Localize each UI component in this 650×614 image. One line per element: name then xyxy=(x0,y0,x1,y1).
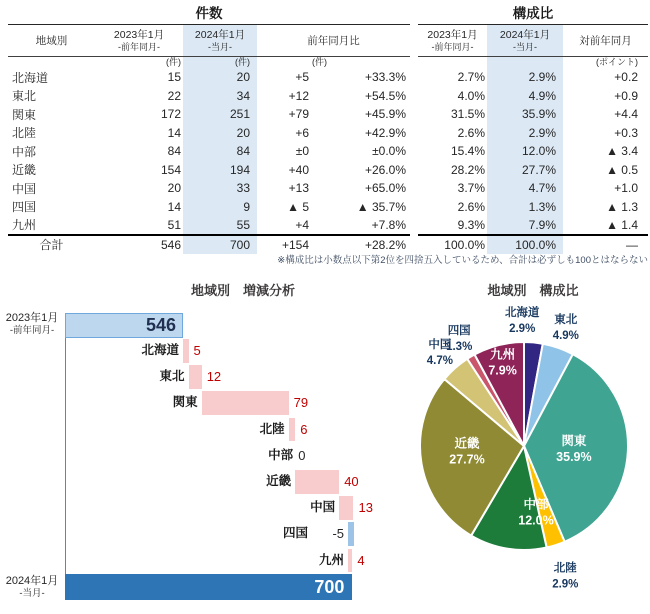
waterfall-step-value: 79 xyxy=(293,395,309,411)
cell-point: +1.0 xyxy=(614,181,638,196)
waterfall-title: 地域別 増減分析 xyxy=(190,283,295,298)
cell-region: 近畿 xyxy=(12,163,37,178)
cell-pct: ±0.0% xyxy=(372,144,406,159)
table-row xyxy=(418,68,648,87)
pie-slice-value: 4.7% xyxy=(426,355,454,367)
table-row xyxy=(418,179,648,198)
unit-label: (件) xyxy=(166,57,181,67)
unit-label: (ポイント) xyxy=(596,57,638,67)
table-row xyxy=(418,216,648,235)
pie-slice-label: 中部 xyxy=(523,497,549,512)
total-label: 合計 xyxy=(8,235,95,254)
waterfall-step-value: 6 xyxy=(300,421,308,437)
table-row xyxy=(8,124,410,143)
waterfall-step-value: 40 xyxy=(344,474,359,489)
counts-table-title: 件数 xyxy=(195,6,223,21)
cell-ratio-2023: 31.5% xyxy=(450,107,485,122)
cell-diff: +13 xyxy=(288,181,309,196)
waterfall-step-bar xyxy=(289,418,296,442)
cell-2024: 9 xyxy=(183,198,257,217)
waterfall-step-value: -5 xyxy=(332,526,344,542)
cell-pct: +33.3% xyxy=(364,70,406,85)
cell-diff: +79 xyxy=(288,107,309,122)
table-row xyxy=(8,68,410,87)
cell-2023: 14 xyxy=(167,199,181,214)
waterfall-step-label: 近畿 xyxy=(266,474,292,488)
cell-ratio-2024: 2.9% xyxy=(487,68,563,87)
waterfall-step-label: 北海道 xyxy=(141,343,179,357)
col-header-2023: 2023年1月 -前年同月- xyxy=(95,25,183,57)
table-row xyxy=(418,142,648,161)
pie-slice-value: 4.9% xyxy=(552,330,579,343)
pie-slice-label: 関東 xyxy=(561,434,587,449)
cell-2024: 20 xyxy=(183,68,257,87)
pie-slice-label: 四国 xyxy=(447,324,471,337)
cell-ratio-2024: 35.9% xyxy=(487,105,563,124)
waterfall-step-label: 北陸 xyxy=(259,421,285,436)
table-row xyxy=(8,87,410,106)
cell-ratio-2024: 4.9% xyxy=(487,87,563,106)
ratio-table-title: 構成比 xyxy=(512,6,554,21)
cell-ratio-2023: 2.6% xyxy=(457,199,485,214)
total-ratio-2023: 100.0% xyxy=(418,235,487,254)
ratio-table-body xyxy=(418,68,648,235)
waterfall-step-value: 4 xyxy=(357,552,365,568)
total-diff: +154 xyxy=(257,235,312,254)
waterfall-step-bar xyxy=(202,391,289,415)
cell-region: 関東 xyxy=(12,107,37,122)
cell-2023: 15 xyxy=(167,70,181,85)
counts-total-row xyxy=(8,235,410,254)
cell-2024: 34 xyxy=(183,87,257,106)
cell-2024: 33 xyxy=(183,179,257,198)
total-pct: +28.2% xyxy=(312,235,410,254)
waterfall-step-bar xyxy=(348,522,354,546)
col-header-2023: 2023年1月 -前年同月- xyxy=(418,25,487,57)
pie-slice-value: 27.7% xyxy=(449,452,485,467)
cell-diff: +6 xyxy=(295,125,309,140)
table-row xyxy=(418,87,648,106)
waterfall-axis-line xyxy=(65,338,66,574)
cell-pct: +54.5% xyxy=(364,88,406,103)
cell-diff: +40 xyxy=(288,162,309,177)
cell-region: 北海道 xyxy=(12,70,49,85)
table-row xyxy=(8,105,410,124)
pie-slice-value: 12.0% xyxy=(518,513,554,528)
cell-diff: +5 xyxy=(295,70,309,85)
table-row xyxy=(418,161,648,180)
cell-2023: 22 xyxy=(167,88,181,103)
cell-point: ▲ 0.5 xyxy=(606,162,638,177)
table-row xyxy=(8,142,410,161)
counts-table-section xyxy=(8,4,410,254)
waterfall-start-bar: 546 xyxy=(65,313,183,338)
cell-pct: +65.0% xyxy=(364,181,406,196)
cell-point: +0.2 xyxy=(614,70,638,85)
col-header-2024: 2024年1月 -当月- xyxy=(487,25,563,57)
total-ratio-2024: 100.0% xyxy=(487,235,563,254)
col-header-region: 地域別 xyxy=(8,25,95,57)
col-header-2024: 2024年1月 -当月- xyxy=(183,25,257,57)
pie-svg xyxy=(386,280,650,614)
pie-slice-label: 北海道 xyxy=(504,307,540,320)
cell-point: +0.9 xyxy=(614,88,638,103)
cell-ratio-2024: 4.7% xyxy=(487,179,563,198)
waterfall-start-label: 2023年1月 -前年同月- xyxy=(5,312,59,336)
counts-table-body xyxy=(8,68,410,235)
cell-point: ▲ 3.4 xyxy=(606,144,638,159)
cell-diff: ▲ 5 xyxy=(287,199,309,214)
counts-table xyxy=(8,24,410,254)
waterfall-end-bar: 700 xyxy=(65,574,352,600)
total-2023: 546 xyxy=(95,235,183,254)
cell-region: 北陸 xyxy=(12,126,37,141)
waterfall-step-value: 12 xyxy=(206,369,222,385)
waterfall-step-value: 0 xyxy=(298,447,306,463)
pie-slice-value: 2.9% xyxy=(509,323,536,336)
cell-ratio-2024: 12.0% xyxy=(487,142,563,161)
rounding-footnote: ※構成比は小数点以下第2位を四捨五入しているため、合計は必ずしも100とはならない xyxy=(277,255,648,266)
waterfall-step-label: 九州 xyxy=(318,552,344,567)
pie-slice-value: 2.9% xyxy=(552,578,579,591)
pie-slice-value: 1.3% xyxy=(446,340,473,353)
waterfall-end-label: 2024年1月 -当月- xyxy=(5,575,59,599)
cell-ratio-2023: 4.0% xyxy=(457,88,485,103)
pie-title: 地域別 構成比 xyxy=(487,283,579,298)
cell-ratio-2024: 2.9% xyxy=(487,124,563,143)
cell-ratio-2024: 27.7% xyxy=(487,161,563,180)
cell-2023: 20 xyxy=(167,181,181,196)
cell-pct: +45.9% xyxy=(364,107,406,122)
pie-slice-label: 東北 xyxy=(554,314,578,327)
ratio-table xyxy=(418,24,648,254)
ratio-table-section xyxy=(418,4,648,254)
cell-2024: 55 xyxy=(183,216,257,235)
cell-region: 九州 xyxy=(12,218,37,233)
waterfall-step-bar xyxy=(295,470,339,494)
cell-region: 四国 xyxy=(12,200,37,215)
cell-ratio-2023: 9.3% xyxy=(457,217,485,232)
cell-ratio-2024: 1.3% xyxy=(487,198,563,217)
waterfall-step-bar xyxy=(183,339,189,363)
cell-ratio-2023: 2.7% xyxy=(457,70,485,85)
cell-diff: ±0 xyxy=(295,144,309,159)
cell-2024: 84 xyxy=(183,142,257,161)
cell-pct: +42.9% xyxy=(364,125,406,140)
cell-point: +0.3 xyxy=(614,125,638,140)
waterfall-step-bar xyxy=(189,365,202,389)
cell-ratio-2023: 2.6% xyxy=(457,125,485,140)
table-row xyxy=(418,124,648,143)
waterfall-chart xyxy=(4,280,382,614)
cell-2024: 251 xyxy=(183,105,257,124)
waterfall-step-label: 東北 xyxy=(159,369,185,384)
cell-diff: +12 xyxy=(288,88,309,103)
ratio-total-row xyxy=(418,235,648,254)
col-header-yoy: 前年同月比 xyxy=(257,25,410,57)
waterfall-step-bar xyxy=(339,496,353,520)
cell-pct: +26.0% xyxy=(364,162,406,177)
unit-label: (件) xyxy=(183,57,257,69)
cell-region: 東北 xyxy=(12,89,37,104)
waterfall-step-value: 13 xyxy=(358,500,373,516)
cell-2023: 14 xyxy=(167,125,181,140)
waterfall-step-bar xyxy=(348,549,352,573)
table-row xyxy=(418,198,648,217)
cell-point: ▲ 1.4 xyxy=(606,217,638,232)
table-row xyxy=(8,161,410,180)
cell-ratio-2023: 15.4% xyxy=(450,144,485,159)
waterfall-step-label: 関東 xyxy=(172,395,198,410)
waterfall-step-label: 中部 xyxy=(268,447,294,462)
ratio-header-row xyxy=(418,25,648,57)
table-row xyxy=(418,105,648,124)
waterfall-step-label: 中国 xyxy=(310,500,336,515)
unit-label: (件) xyxy=(312,57,327,67)
col-header-vs-prev: 対前年同月 xyxy=(563,25,648,57)
cell-2024: 194 xyxy=(183,161,257,180)
cell-2023: 51 xyxy=(167,217,181,232)
cell-pct: ▲ 35.7% xyxy=(356,199,406,214)
cell-2024: 20 xyxy=(183,124,257,143)
pie-chart xyxy=(386,280,650,614)
cell-diff: +4 xyxy=(295,217,309,232)
total-point: — xyxy=(563,235,648,254)
pie-slice-label: 中国 xyxy=(428,339,452,351)
table-row xyxy=(8,198,410,217)
cell-pct: +7.8% xyxy=(371,217,406,232)
pie-slice-label: 九州 xyxy=(490,347,516,362)
cell-region: 中国 xyxy=(12,181,37,196)
cell-2023: 154 xyxy=(160,162,181,177)
counts-header-row xyxy=(8,25,410,57)
pie-slice-label: 北陸 xyxy=(553,562,577,575)
cell-ratio-2023: 28.2% xyxy=(450,162,485,177)
cell-point: +4.4 xyxy=(614,107,638,122)
cell-ratio-2024: 7.9% xyxy=(487,216,563,235)
waterfall-step-value: 5 xyxy=(193,343,201,358)
cell-ratio-2023: 3.7% xyxy=(457,181,485,196)
cell-point: ▲ 1.3 xyxy=(606,199,638,214)
total-2024: 700 xyxy=(183,235,257,254)
pie-slice-value: 7.9% xyxy=(488,363,517,378)
cell-2023: 172 xyxy=(160,107,181,122)
pie-slice-value: 35.9% xyxy=(556,450,592,465)
counts-units-row xyxy=(8,57,410,69)
ratio-units-row xyxy=(418,57,648,69)
table-row xyxy=(8,216,410,235)
waterfall-step-label: 四国 xyxy=(282,526,308,541)
cell-2023: 84 xyxy=(167,144,181,159)
pie-slice-label: 近畿 xyxy=(454,436,480,451)
cell-region: 中部 xyxy=(12,144,37,159)
table-row xyxy=(8,179,410,198)
